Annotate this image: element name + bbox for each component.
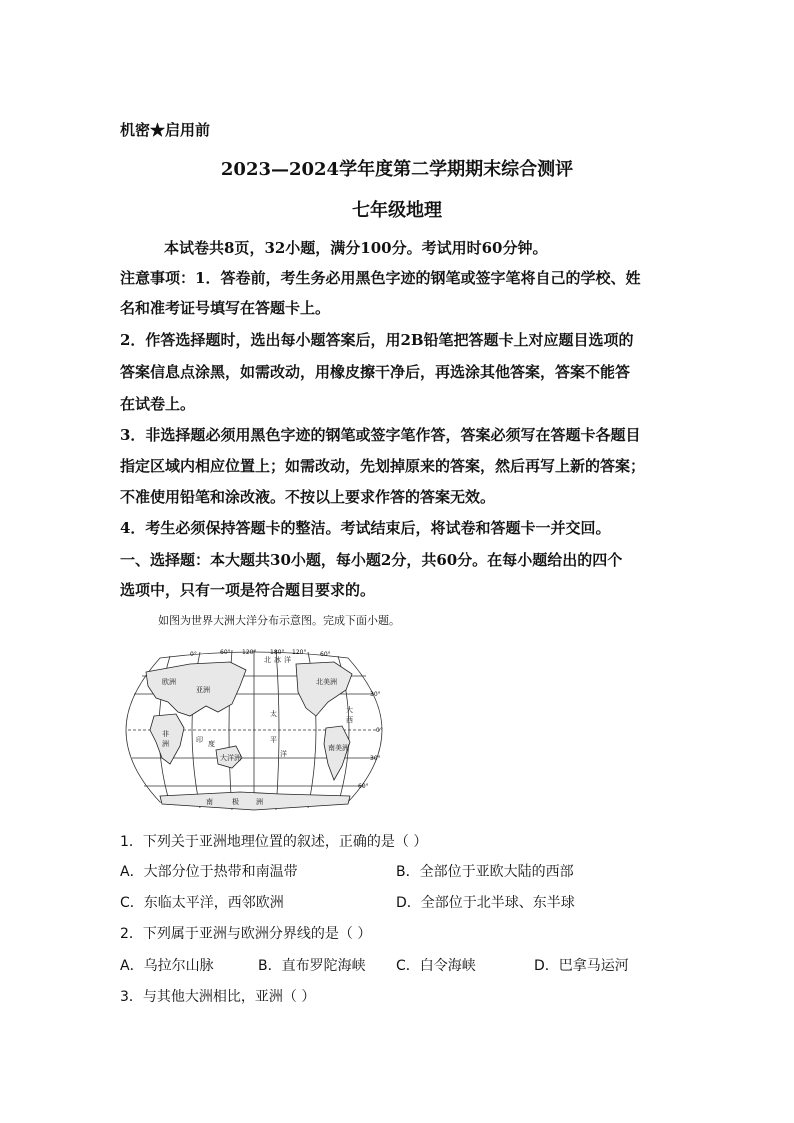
question-2-option-c[interactable]: C．白令海峡 <box>396 958 476 974</box>
question-1-option-c[interactable]: C．东临太平洋，西邻欧洲 <box>120 895 284 911</box>
continent-north-america <box>296 662 352 716</box>
map-label-north-america: 北美洲 <box>316 678 337 686</box>
question-2-stem: 2．下列属于亚洲与欧洲分界线的是（ ） <box>120 926 372 942</box>
map-label-south-america: 南美洲 <box>328 744 349 752</box>
map-label-africa: 洲 <box>162 740 169 748</box>
continent-antarctica <box>160 792 350 810</box>
map-label-antarctica: 南 <box>206 798 213 806</box>
map-label-arctic: 北 <box>264 656 271 664</box>
map-label-oceania: 大洋洲 <box>220 754 241 762</box>
note-3-line-1: 3．非选择题必须用黑色字迹的钢笔或签字笔作答，答案必须写在答题卡各题目 <box>120 426 641 444</box>
exam-info: 本试卷共8页，32小题，满分100分。考试用时60分钟。 <box>164 239 548 257</box>
question-2-option-b[interactable]: B．直布罗陀海峡 <box>258 958 366 974</box>
confidential-label: 机密★启用前 <box>120 121 211 139</box>
lon-label: 120° <box>242 649 257 656</box>
lat-label: 60° <box>358 783 369 790</box>
lon-label: 0° <box>190 651 197 658</box>
map-label-africa: 非 <box>162 730 169 738</box>
question-2-option-d[interactable]: D．巴拿马运河 <box>534 958 629 974</box>
note-2-line-1: 2．作答选择题时，选出每小题答案后，用2B铅笔把答题卡上对应题目选项的 <box>120 331 634 349</box>
note-2-line-3: 在试卷上。 <box>120 395 196 413</box>
map-label-pacific: 平 <box>270 736 277 744</box>
lat-label: 0° <box>376 727 383 734</box>
map-label-atlantic: 大 <box>346 706 353 714</box>
map-label-antarctica: 极 <box>232 798 239 806</box>
lat-label: 30° <box>370 755 381 762</box>
map-label-asia: 亚洲 <box>196 686 210 694</box>
continent-south-america <box>324 726 350 780</box>
note-1-line-1: 注意事项：1．答卷前，考生务必用黑色字迹的钢笔或签字笔将自己的学校、姓 <box>120 269 641 287</box>
question-3-stem: 3．与其他大洲相比，亚洲（ ） <box>120 989 316 1005</box>
map-label-indian: 印 <box>196 736 203 744</box>
question-1-option-a[interactable]: A．大部分位于热带和南温带 <box>120 864 298 880</box>
world-map-figure <box>120 646 388 814</box>
lon-label: 180° <box>270 649 285 656</box>
section-1-line-2: 选项中，只有一项是符合题目要求的。 <box>120 581 376 599</box>
lon-label: 60° <box>320 651 331 658</box>
exam-title: 2023—2024学年度第二学期期末综合测评 <box>220 159 574 180</box>
lat-label: 30° <box>370 691 381 698</box>
note-3-line-3: 不准使用铅笔和涂改液。不按以上要求作答的答案无效。 <box>120 488 496 506</box>
section-1-line-1: 一、选择题：本大题共30小题，每小题2分，共60分。在每小题给出的四个 <box>120 551 623 569</box>
map-label-indian: 度 <box>208 740 215 748</box>
question-2-option-a[interactable]: A．乌拉尔山脉 <box>120 958 214 974</box>
map-label-arctic: 洋 <box>284 656 291 664</box>
question-1-stem: 1．下列关于亚洲地理位置的叙述，正确的是（ ） <box>120 834 428 850</box>
note-2-line-2: 答案信息点涂黑，如需改动，用橡皮擦干净后，再选涂其他答案，答案不能答 <box>120 363 631 381</box>
map-label-pacific: 太 <box>270 710 277 718</box>
map-intro: 如图为世界大洲大洋分布示意图。完成下面小题。 <box>158 614 400 627</box>
map-label-europe: 欧洲 <box>162 678 176 686</box>
question-1-option-d[interactable]: D．全部位于北半球、东半球 <box>396 895 575 911</box>
note-1-line-2: 名和准考证号填写在答题卡上。 <box>120 299 331 317</box>
lon-label: 120° <box>292 649 307 656</box>
map-label-antarctica: 洲 <box>256 798 263 806</box>
map-label-atlantic: 西 <box>346 716 353 724</box>
continent-africa <box>150 714 184 764</box>
note-4: 4．考生必须保持答题卡的整洁。考试结束后，将试卷和答题卡一并交回。 <box>120 519 611 537</box>
map-label-pacific: 洋 <box>280 750 287 758</box>
note-3-line-2: 指定区域内相应位置上；如需改动，先划掉原来的答案，然后再写上新的答案； <box>120 457 646 475</box>
lon-label: 60° <box>220 649 231 656</box>
map-label-arctic: 冰 <box>274 656 281 664</box>
exam-subtitle: 七年级地理 <box>352 200 442 221</box>
question-1-option-b[interactable]: B．全部位于亚欧大陆的西部 <box>396 864 574 880</box>
